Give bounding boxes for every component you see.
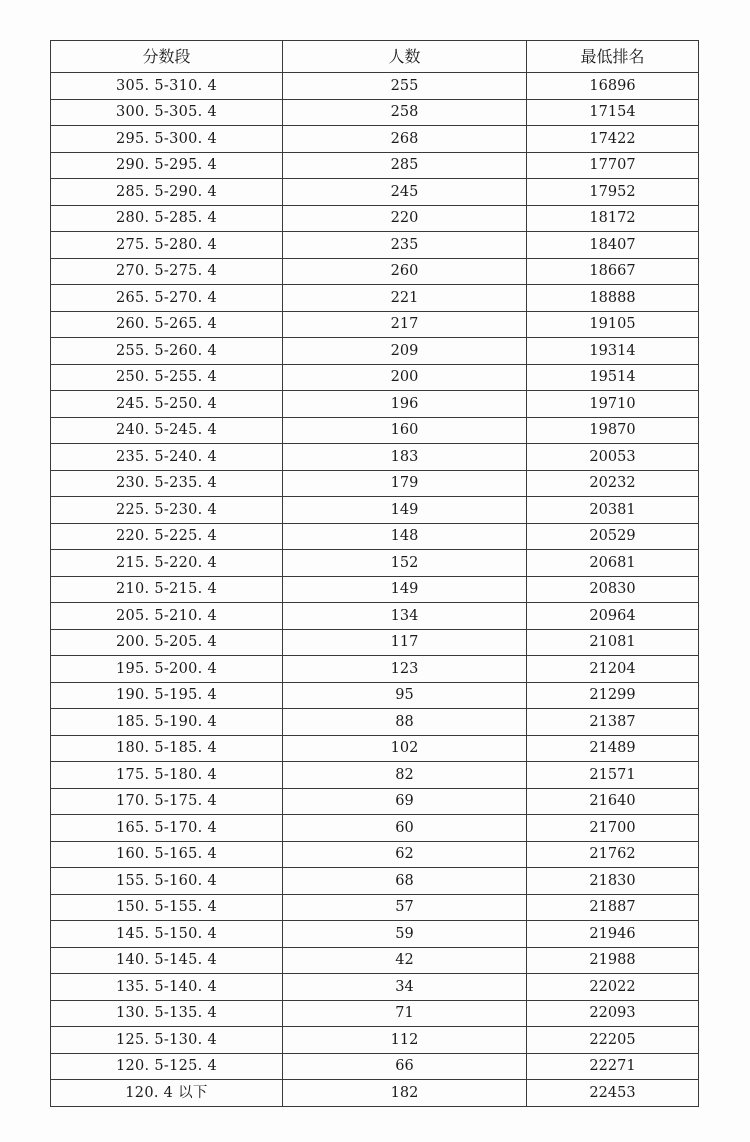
cell-count: 123	[283, 656, 527, 683]
cell-lowest-rank: 18172	[527, 205, 699, 232]
cell-lowest-rank: 21387	[527, 709, 699, 736]
cell-score-range: 220. 5-225. 4	[51, 523, 283, 550]
cell-score-range: 165. 5-170. 4	[51, 815, 283, 842]
cell-lowest-rank: 21988	[527, 947, 699, 974]
cell-score-range: 180. 5-185. 4	[51, 735, 283, 762]
table-row	[51, 682, 699, 709]
cell-score-range: 300. 5-305. 4	[51, 99, 283, 126]
cell-lowest-rank: 21489	[527, 735, 699, 762]
cell-count: 260	[283, 258, 527, 285]
cell-count: 235	[283, 232, 527, 259]
cell-count: 179	[283, 470, 527, 497]
cell-count: 182	[283, 1080, 527, 1107]
table-row	[51, 629, 699, 656]
cell-count: 221	[283, 285, 527, 312]
table-row	[51, 470, 699, 497]
table-row	[51, 417, 699, 444]
cell-score-range: 260. 5-265. 4	[51, 311, 283, 338]
cell-lowest-rank: 18888	[527, 285, 699, 312]
cell-count: 71	[283, 1000, 527, 1027]
cell-score-range: 205. 5-210. 4	[51, 603, 283, 630]
cell-score-range: 210. 5-215. 4	[51, 576, 283, 603]
table-row	[51, 497, 699, 524]
cell-lowest-rank: 21946	[527, 921, 699, 948]
cell-lowest-rank: 21204	[527, 656, 699, 683]
table-row	[51, 391, 699, 418]
cell-count: 255	[283, 73, 527, 100]
cell-count: 66	[283, 1053, 527, 1080]
cell-score-range: 140. 5-145. 4	[51, 947, 283, 974]
table-row	[51, 1000, 699, 1027]
cell-score-range: 195. 5-200. 4	[51, 656, 283, 683]
table-row	[51, 762, 699, 789]
cell-score-range: 125. 5-130. 4	[51, 1027, 283, 1054]
cell-count: 34	[283, 974, 527, 1001]
cell-score-range: 145. 5-150. 4	[51, 921, 283, 948]
cell-count: 285	[283, 152, 527, 179]
cell-lowest-rank: 22022	[527, 974, 699, 1001]
cell-lowest-rank: 16896	[527, 73, 699, 100]
cell-lowest-rank: 21571	[527, 762, 699, 789]
cell-count: 112	[283, 1027, 527, 1054]
table-row	[51, 1053, 699, 1080]
cell-count: 148	[283, 523, 527, 550]
table-row	[51, 1080, 699, 1107]
cell-count: 258	[283, 99, 527, 126]
cell-count: 59	[283, 921, 527, 948]
cell-lowest-rank: 20232	[527, 470, 699, 497]
cell-score-range: 280. 5-285. 4	[51, 205, 283, 232]
table-row	[51, 788, 699, 815]
cell-score-range: 290. 5-295. 4	[51, 152, 283, 179]
cell-lowest-rank: 21640	[527, 788, 699, 815]
table-row	[51, 311, 699, 338]
table-row	[51, 947, 699, 974]
cell-count: 68	[283, 868, 527, 895]
cell-lowest-rank: 19314	[527, 338, 699, 365]
score-distribution-table	[50, 40, 699, 1107]
cell-lowest-rank: 20964	[527, 603, 699, 630]
cell-count: 82	[283, 762, 527, 789]
table-row	[51, 179, 699, 206]
cell-count: 57	[283, 894, 527, 921]
cell-lowest-rank: 21830	[527, 868, 699, 895]
table-row	[51, 868, 699, 895]
cell-count: 42	[283, 947, 527, 974]
table-row	[51, 921, 699, 948]
cell-lowest-rank: 20830	[527, 576, 699, 603]
cell-lowest-rank: 22093	[527, 1000, 699, 1027]
cell-score-range: 225. 5-230. 4	[51, 497, 283, 524]
cell-count: 60	[283, 815, 527, 842]
cell-count: 117	[283, 629, 527, 656]
table-row	[51, 1027, 699, 1054]
cell-lowest-rank: 18667	[527, 258, 699, 285]
cell-score-range: 240. 5-245. 4	[51, 417, 283, 444]
cell-score-range: 135. 5-140. 4	[51, 974, 283, 1001]
cell-lowest-rank: 17952	[527, 179, 699, 206]
header-score-range: 分数段	[51, 41, 283, 73]
cell-score-range: 155. 5-160. 4	[51, 868, 283, 895]
cell-score-range: 235. 5-240. 4	[51, 444, 283, 471]
cell-count: 69	[283, 788, 527, 815]
table-row	[51, 709, 699, 736]
cell-lowest-rank: 17422	[527, 126, 699, 153]
cell-score-range: 270. 5-275. 4	[51, 258, 283, 285]
table-row	[51, 523, 699, 550]
cell-lowest-rank: 21299	[527, 682, 699, 709]
cell-count: 196	[283, 391, 527, 418]
cell-score-range: 200. 5-205. 4	[51, 629, 283, 656]
table-row	[51, 841, 699, 868]
cell-lowest-rank: 20529	[527, 523, 699, 550]
table-row	[51, 444, 699, 471]
cell-lowest-rank: 19514	[527, 364, 699, 391]
cell-score-range: 255. 5-260. 4	[51, 338, 283, 365]
cell-score-range: 275. 5-280. 4	[51, 232, 283, 259]
table-row	[51, 735, 699, 762]
cell-lowest-rank: 21081	[527, 629, 699, 656]
cell-lowest-rank: 19870	[527, 417, 699, 444]
table-row	[51, 603, 699, 630]
table-body	[51, 73, 699, 1107]
cell-count: 268	[283, 126, 527, 153]
cell-score-range: 160. 5-165. 4	[51, 841, 283, 868]
cell-count: 88	[283, 709, 527, 736]
table-row	[51, 126, 699, 153]
cell-lowest-rank: 21700	[527, 815, 699, 842]
table-row	[51, 656, 699, 683]
cell-score-range: 120. 4 以下	[51, 1080, 283, 1107]
cell-count: 95	[283, 682, 527, 709]
cell-count: 220	[283, 205, 527, 232]
cell-score-range: 250. 5-255. 4	[51, 364, 283, 391]
table-row	[51, 205, 699, 232]
cell-lowest-rank: 19105	[527, 311, 699, 338]
cell-count: 200	[283, 364, 527, 391]
cell-score-range: 230. 5-235. 4	[51, 470, 283, 497]
cell-count: 134	[283, 603, 527, 630]
table-row	[51, 894, 699, 921]
cell-count: 102	[283, 735, 527, 762]
cell-count: 149	[283, 576, 527, 603]
cell-count: 217	[283, 311, 527, 338]
cell-score-range: 185. 5-190. 4	[51, 709, 283, 736]
cell-lowest-rank: 20381	[527, 497, 699, 524]
cell-lowest-rank: 21887	[527, 894, 699, 921]
cell-lowest-rank: 18407	[527, 232, 699, 259]
table-row	[51, 815, 699, 842]
header-lowest-rank: 最低排名	[527, 41, 699, 73]
cell-lowest-rank: 21762	[527, 841, 699, 868]
table-row	[51, 364, 699, 391]
cell-lowest-rank: 20053	[527, 444, 699, 471]
table-row	[51, 73, 699, 100]
table-row	[51, 258, 699, 285]
table-row	[51, 232, 699, 259]
cell-lowest-rank: 20681	[527, 550, 699, 577]
cell-score-range: 150. 5-155. 4	[51, 894, 283, 921]
cell-score-range: 295. 5-300. 4	[51, 126, 283, 153]
cell-count: 160	[283, 417, 527, 444]
cell-score-range: 190. 5-195. 4	[51, 682, 283, 709]
cell-score-range: 215. 5-220. 4	[51, 550, 283, 577]
cell-lowest-rank: 22271	[527, 1053, 699, 1080]
cell-count: 183	[283, 444, 527, 471]
cell-score-range: 120. 5-125. 4	[51, 1053, 283, 1080]
cell-score-range: 265. 5-270. 4	[51, 285, 283, 312]
cell-score-range: 175. 5-180. 4	[51, 762, 283, 789]
table-row	[51, 285, 699, 312]
header-count: 人数	[283, 41, 527, 73]
table-row	[51, 550, 699, 577]
cell-count: 245	[283, 179, 527, 206]
table-row	[51, 974, 699, 1001]
cell-count: 149	[283, 497, 527, 524]
table-row	[51, 576, 699, 603]
table-row	[51, 99, 699, 126]
cell-count: 62	[283, 841, 527, 868]
cell-lowest-rank: 22205	[527, 1027, 699, 1054]
cell-count: 152	[283, 550, 527, 577]
cell-lowest-rank: 17707	[527, 152, 699, 179]
table-row	[51, 152, 699, 179]
cell-lowest-rank: 19710	[527, 391, 699, 418]
cell-score-range: 245. 5-250. 4	[51, 391, 283, 418]
cell-lowest-rank: 17154	[527, 99, 699, 126]
cell-score-range: 305. 5-310. 4	[51, 73, 283, 100]
cell-score-range: 285. 5-290. 4	[51, 179, 283, 206]
table-row	[51, 338, 699, 365]
cell-count: 209	[283, 338, 527, 365]
cell-score-range: 170. 5-175. 4	[51, 788, 283, 815]
cell-score-range: 130. 5-135. 4	[51, 1000, 283, 1027]
table-header-row	[51, 41, 699, 73]
cell-lowest-rank: 22453	[527, 1080, 699, 1107]
